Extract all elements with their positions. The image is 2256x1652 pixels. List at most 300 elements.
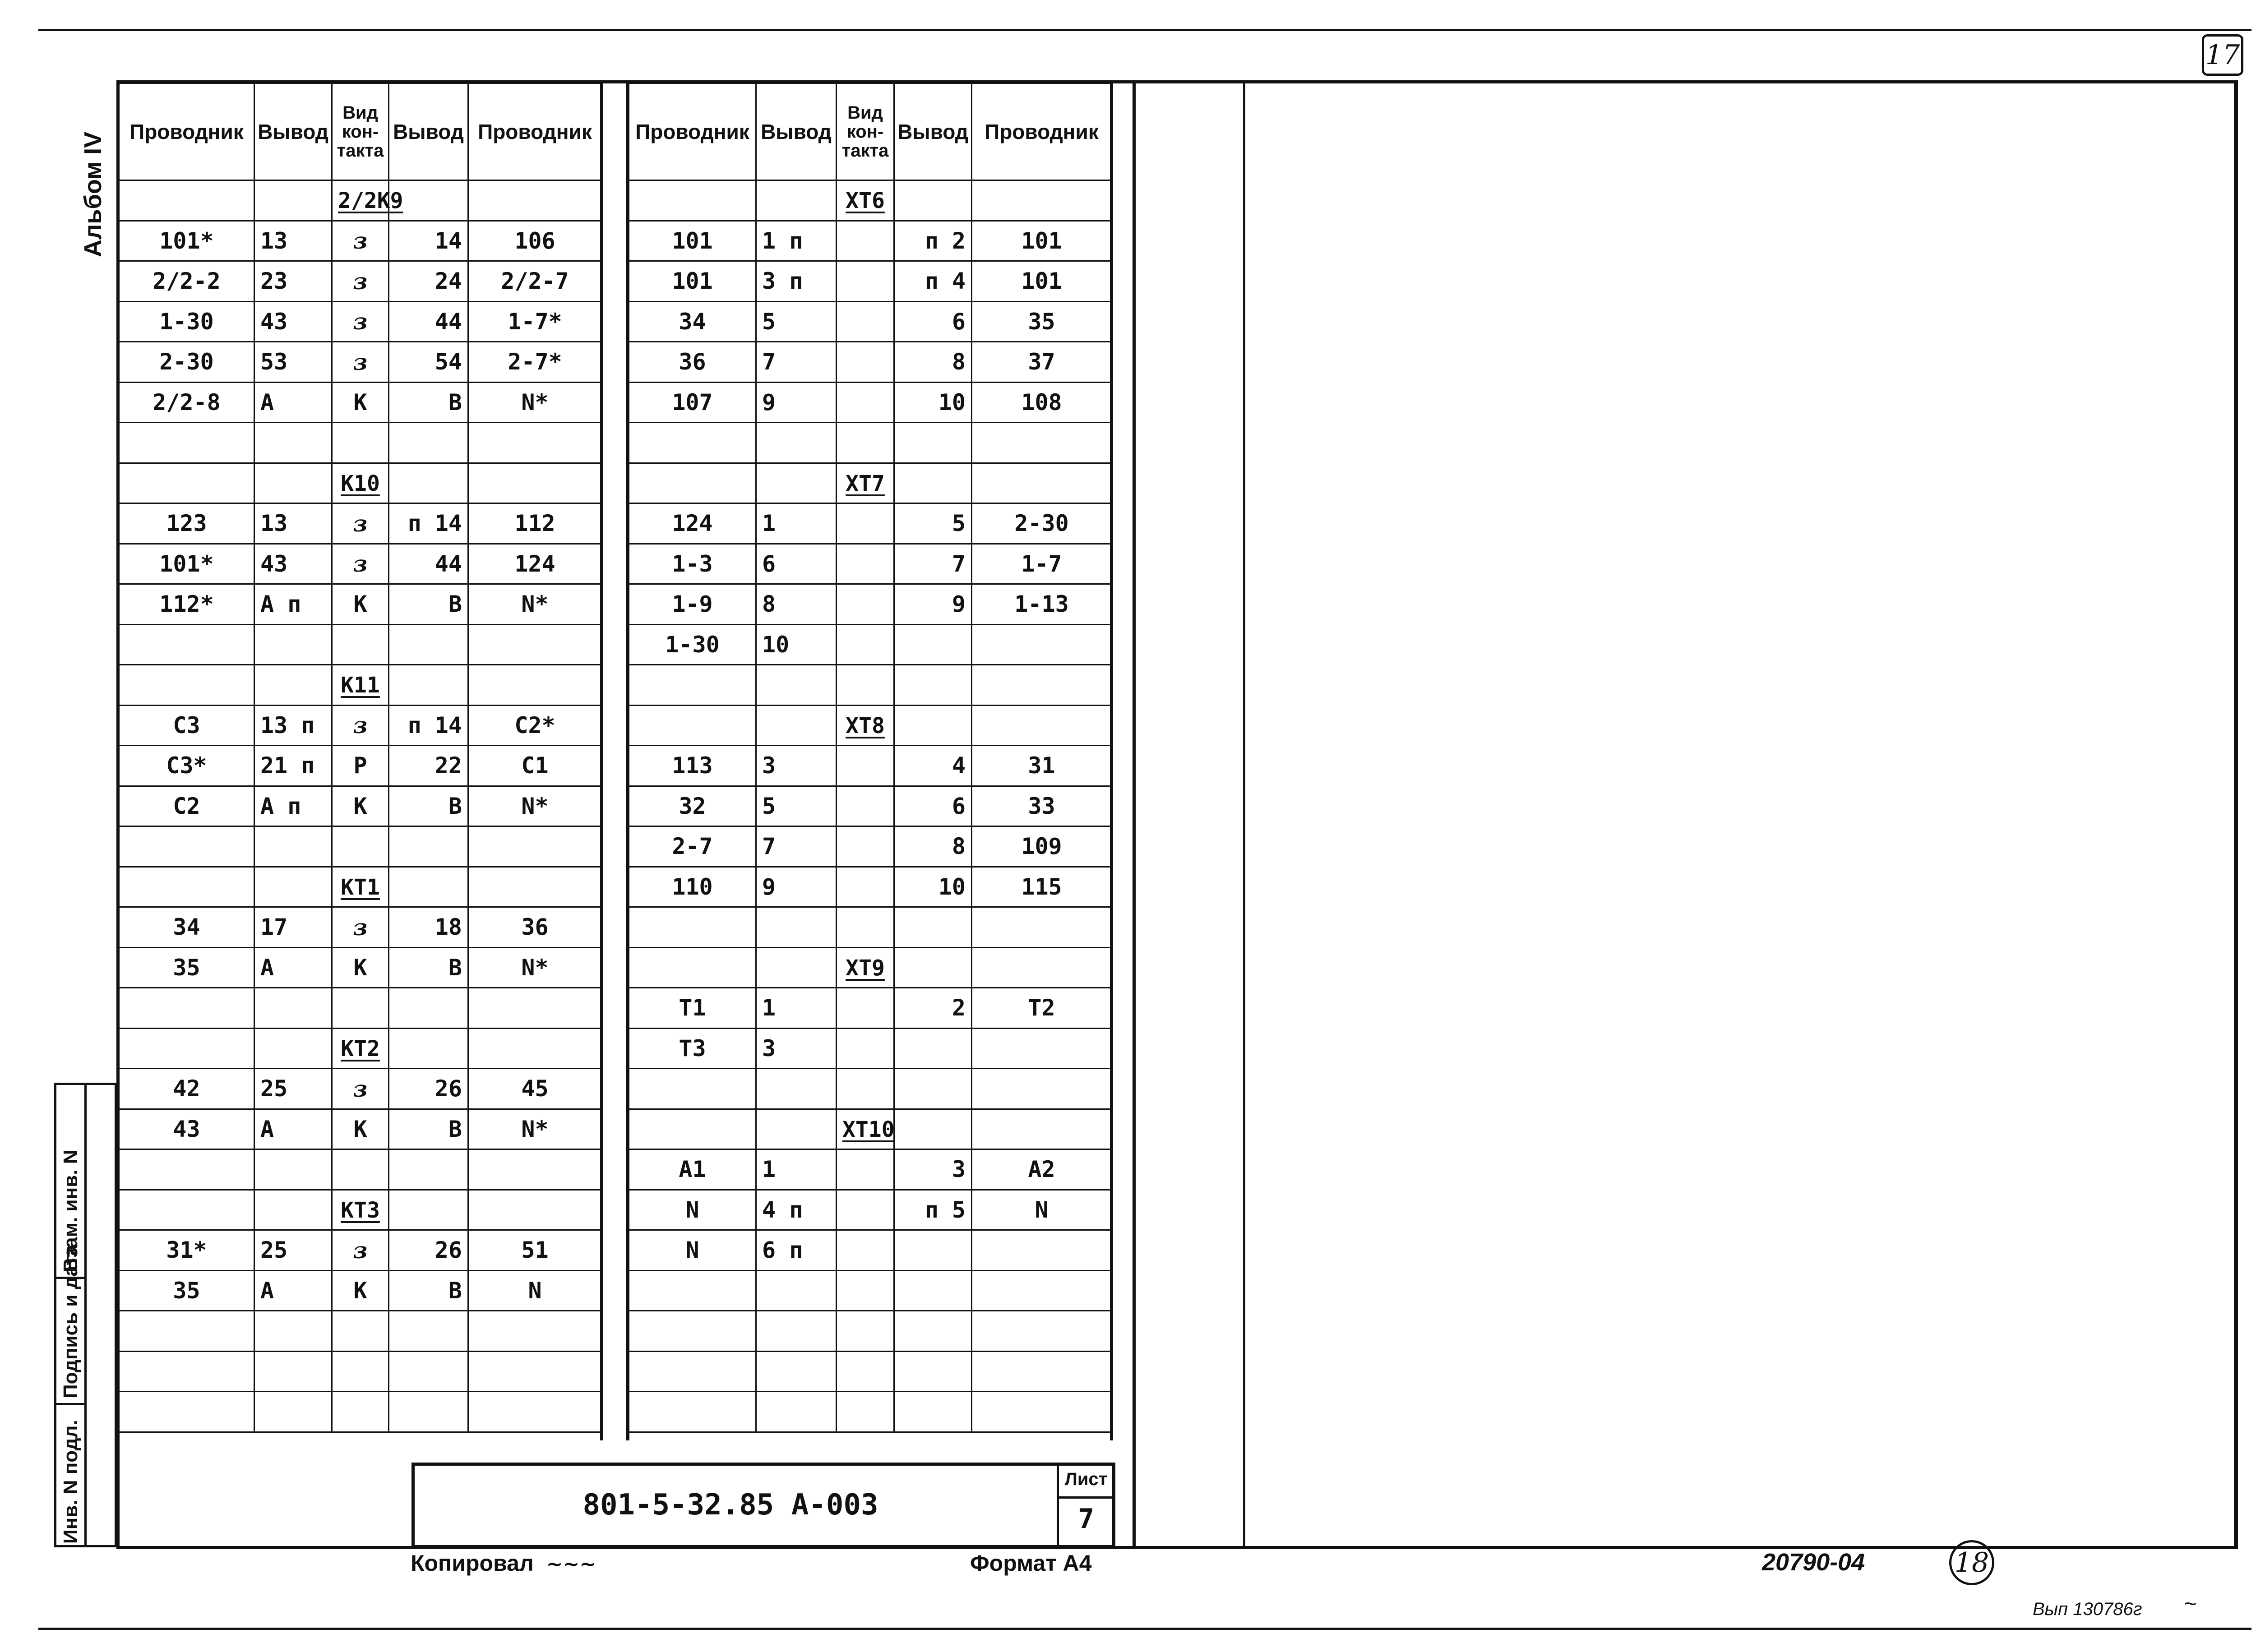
cell-text: 123	[166, 510, 207, 537]
side-stamp-divider	[54, 1403, 87, 1405]
terminal-cell	[894, 180, 972, 221]
cell-text: 2-30	[159, 349, 214, 375]
table-header-row	[629, 83, 1112, 180]
cell-text: N*	[521, 389, 549, 415]
table-row	[119, 261, 602, 302]
table-row	[629, 1109, 1112, 1149]
terminal-cell	[756, 867, 837, 907]
table-row	[119, 624, 602, 665]
wiring-table-left	[118, 83, 602, 1433]
contact-type-cell	[837, 786, 894, 826]
conductor-cell	[629, 1069, 756, 1109]
table-row	[119, 1351, 602, 1392]
terminal-cell	[894, 544, 972, 584]
cell-text: п 4	[925, 268, 966, 295]
terminal-cell	[756, 1109, 837, 1149]
conductor-cell	[629, 423, 756, 463]
terminal-cell	[756, 1351, 837, 1392]
conductor-cell	[629, 947, 756, 988]
cell-text: 5	[762, 308, 776, 335]
contact-type-cell	[332, 301, 389, 342]
terminal-cell	[254, 463, 332, 503]
conductor-cell	[119, 746, 254, 786]
conductor-cell	[119, 867, 254, 907]
table-row	[629, 423, 1112, 463]
terminal-cell	[894, 826, 972, 867]
cell-text: 107	[672, 389, 713, 415]
conductor-cell	[972, 301, 1112, 342]
cell-text: 1-30	[159, 308, 214, 335]
table-border	[626, 83, 629, 1440]
table-row	[629, 1230, 1112, 1271]
table-row	[629, 665, 1112, 706]
terminal-cell	[254, 786, 332, 826]
conductor-cell	[972, 1190, 1112, 1230]
cell-text: А п	[260, 591, 301, 618]
terminal-cell	[894, 867, 972, 907]
table-row	[119, 544, 602, 584]
header-contact-type: Вид кон- такта	[837, 83, 894, 180]
contact-type-cell	[332, 1311, 389, 1352]
terminal-cell	[389, 301, 468, 342]
cell-text: 1-7	[1021, 550, 1062, 577]
cell-text: 115	[1021, 873, 1062, 900]
terminal-cell	[894, 221, 972, 261]
conductor-cell	[972, 705, 1112, 746]
conductor-cell	[629, 1270, 756, 1311]
table-row	[629, 1028, 1112, 1069]
cell-text: 22	[435, 752, 462, 779]
cell-text: А	[260, 1277, 274, 1304]
terminal-cell	[756, 907, 837, 948]
table-header-row	[119, 83, 602, 180]
terminal-cell	[389, 1311, 468, 1352]
table-row	[119, 746, 602, 786]
device-label	[332, 180, 403, 221]
terminal-cell	[894, 503, 972, 544]
cell-text: А	[260, 389, 274, 415]
contact-type-cell	[837, 1028, 894, 1069]
conductor-cell	[119, 624, 254, 665]
conductor-cell	[468, 826, 602, 867]
contact-type-cell	[332, 1351, 389, 1392]
contact-type-cell	[332, 988, 389, 1029]
terminal-cell	[389, 503, 468, 544]
conductor-cell	[972, 907, 1112, 948]
terminal-cell	[756, 1311, 837, 1352]
cell-text: 3	[762, 1035, 776, 1061]
cell-text: з	[353, 268, 368, 295]
cell-text: В	[448, 389, 462, 415]
conductor-cell	[972, 544, 1112, 584]
cell-text: С2	[173, 793, 200, 819]
side-stamp-col	[84, 1083, 117, 1547]
conductor-cell	[119, 665, 254, 706]
conductor-cell	[972, 342, 1112, 383]
conductor-cell	[629, 1351, 756, 1392]
cell-text: К	[353, 954, 367, 981]
terminal-cell	[389, 624, 468, 665]
contact-type-cell	[332, 947, 389, 988]
conductor-cell	[119, 1392, 254, 1432]
conductor-cell	[119, 907, 254, 948]
cell-text: 43	[260, 550, 288, 577]
cell-text: 23	[260, 268, 288, 295]
conductor-cell	[972, 503, 1112, 544]
cell-text: 108	[1021, 389, 1062, 415]
cell-text: 109	[1021, 833, 1062, 860]
terminal-cell	[254, 382, 332, 423]
conductor-cell	[119, 786, 254, 826]
cell-text: 34	[679, 308, 706, 335]
cell-text: 9	[952, 591, 966, 618]
conductor-cell	[468, 867, 602, 907]
table-row	[119, 947, 602, 988]
conductor-cell	[119, 1109, 254, 1149]
table-row	[119, 1028, 602, 1069]
cell-text: К	[353, 591, 367, 618]
conductor-cell	[119, 180, 254, 221]
format-label: Формат А4	[970, 1550, 1092, 1576]
cell-text: N*	[521, 591, 549, 618]
cell-text: 2-30	[1014, 510, 1069, 537]
conductor-cell	[468, 463, 602, 503]
conductor-cell	[972, 1351, 1112, 1392]
terminal-cell	[756, 665, 837, 706]
conductor-cell	[468, 1109, 602, 1149]
table-row	[629, 1392, 1112, 1432]
terminal-cell	[254, 907, 332, 948]
cell-text: з	[353, 1075, 368, 1102]
cell-text: 18	[435, 914, 462, 941]
cell-text: ХТ7	[846, 471, 885, 496]
table-row	[119, 1230, 602, 1271]
table-row	[119, 342, 602, 383]
contact-type-cell	[837, 221, 894, 261]
terminal-cell	[894, 786, 972, 826]
terminal-cell	[254, 867, 332, 907]
conductor-cell	[629, 988, 756, 1029]
terminal-cell	[894, 988, 972, 1029]
conductor-cell	[972, 423, 1112, 463]
cell-text: КТ3	[341, 1197, 380, 1223]
conductor-cell	[629, 1190, 756, 1230]
cell-text: 45	[521, 1075, 549, 1102]
conductor-cell	[468, 261, 602, 302]
terminal-cell	[756, 624, 837, 665]
cell-text: В	[448, 954, 462, 981]
cell-text: 1	[762, 510, 776, 537]
device-label	[332, 1028, 389, 1069]
cell-text: 10	[762, 631, 790, 658]
cell-text: 4 п	[762, 1196, 803, 1223]
cell-text: 1-9	[672, 591, 713, 618]
conductor-cell	[119, 423, 254, 463]
terminal-cell	[894, 1069, 972, 1109]
cell-text: з	[353, 348, 368, 375]
terminal-cell	[389, 947, 468, 988]
cell-text: КТ1	[341, 874, 380, 900]
header-contact-type: Вид кон- такта	[332, 83, 389, 180]
contact-type-cell	[332, 261, 389, 302]
terminal-cell	[389, 1270, 468, 1311]
cell-text: п 2	[925, 227, 966, 254]
cell-text: 112*	[159, 591, 214, 618]
conductor-cell	[119, 1149, 254, 1190]
terminal-cell	[894, 584, 972, 625]
cell-text: Т3	[679, 1035, 706, 1061]
cell-text: 17	[260, 914, 288, 941]
cell-text: К	[353, 793, 367, 819]
terminal-cell	[389, 746, 468, 786]
cell-text: 44	[435, 308, 462, 335]
cell-text: N	[1035, 1196, 1049, 1223]
conductor-cell	[972, 746, 1112, 786]
conductor-cell	[972, 1392, 1112, 1432]
terminal-cell	[894, 1351, 972, 1392]
terminal-cell	[756, 261, 837, 302]
table-row	[119, 1069, 602, 1109]
cell-text: 3	[952, 1156, 966, 1183]
header-conductor: Проводник	[629, 83, 756, 180]
cell-text: 101	[1021, 268, 1062, 295]
conductor-cell	[119, 382, 254, 423]
cell-text: С3	[173, 712, 200, 738]
contact-type-cell	[332, 746, 389, 786]
terminal-cell	[894, 261, 972, 302]
terminal-cell	[756, 301, 837, 342]
cell-text: 113	[672, 752, 713, 779]
cell-text: 8	[952, 349, 966, 375]
conductor-cell	[468, 786, 602, 826]
terminal-cell	[756, 826, 837, 867]
table-row	[629, 301, 1112, 342]
cell-text: 9	[762, 873, 776, 900]
table-row	[119, 1270, 602, 1311]
terminal-cell	[389, 786, 468, 826]
table-row	[119, 463, 602, 503]
conductor-cell	[972, 382, 1112, 423]
terminal-cell	[254, 746, 332, 786]
terminal-cell	[389, 907, 468, 948]
table-row	[119, 867, 602, 907]
contact-type-cell	[837, 1351, 894, 1392]
sheet-number: 7	[1077, 1503, 1095, 1535]
conductor-cell	[468, 1190, 602, 1230]
cell-text: 1	[762, 1156, 776, 1183]
contact-type-cell	[332, 221, 389, 261]
conductor-cell	[972, 1311, 1112, 1352]
cell-text: 2	[952, 995, 966, 1021]
contact-type-cell	[837, 624, 894, 665]
frame-divider	[2236, 80, 2238, 1549]
table-row	[629, 746, 1112, 786]
terminal-cell	[254, 665, 332, 706]
album-label: Альбом IV	[79, 131, 106, 257]
conductor-cell	[119, 1351, 254, 1392]
cell-text: п 14	[407, 510, 462, 537]
table-row	[119, 1149, 602, 1190]
contact-type-cell	[837, 544, 894, 584]
terminal-cell	[756, 221, 837, 261]
cell-text: п 14	[407, 712, 462, 738]
table-row	[629, 1270, 1112, 1311]
terminal-cell	[254, 180, 332, 221]
cell-text: N	[528, 1277, 542, 1304]
side-stamp	[54, 1083, 122, 1547]
conductor-cell	[629, 221, 756, 261]
cell-text: 36	[521, 914, 549, 941]
cell-text: 1-7*	[508, 308, 562, 335]
terminal-cell	[254, 988, 332, 1029]
device-label	[837, 705, 894, 746]
terminal-cell	[389, 1149, 468, 1190]
contact-type-cell	[332, 826, 389, 867]
cell-text: 44	[435, 550, 462, 577]
contact-type-cell	[837, 1392, 894, 1432]
top-rule	[38, 29, 2251, 31]
cell-text: К	[353, 1277, 367, 1304]
table-row	[629, 988, 1112, 1029]
terminal-cell	[756, 180, 837, 221]
table-row	[119, 988, 602, 1029]
sheet-marker: 17	[2202, 34, 2243, 76]
cell-text: 101	[672, 227, 713, 254]
conductor-cell	[972, 1270, 1112, 1311]
contact-type-cell	[332, 907, 389, 948]
conductor-cell	[629, 907, 756, 948]
terminal-cell	[894, 1311, 972, 1352]
header-terminal: Вывод	[756, 83, 837, 180]
table-row	[119, 1311, 602, 1352]
table-row	[629, 1190, 1112, 1230]
contact-type-cell	[332, 1109, 389, 1149]
cell-text: 101	[672, 268, 713, 295]
contact-type-cell	[332, 1230, 389, 1271]
conductor-cell	[468, 947, 602, 988]
cell-text: 1 п	[762, 227, 803, 254]
conductor-cell	[119, 503, 254, 544]
table-row	[119, 301, 602, 342]
cell-text: К	[353, 1116, 367, 1142]
copied-by-label: Копировал ~~~	[411, 1550, 596, 1576]
cell-text: К	[353, 389, 367, 415]
terminal-cell	[894, 1028, 972, 1069]
terminal-cell	[894, 1392, 972, 1432]
cell-text: п 5	[925, 1196, 966, 1223]
terminal-cell	[254, 261, 332, 302]
conductor-cell	[629, 180, 756, 221]
conductor-cell	[629, 665, 756, 706]
conductor-cell	[119, 1230, 254, 1271]
contact-type-cell	[332, 786, 389, 826]
terminal-cell	[756, 1190, 837, 1230]
conductor-cell	[972, 867, 1112, 907]
conductor-cell	[972, 1230, 1112, 1271]
terminal-cell	[389, 867, 468, 907]
conductor-cell	[972, 988, 1112, 1029]
table-row	[119, 1109, 602, 1149]
next-sheet-marker: 18	[1949, 1540, 1994, 1585]
wiring-table-right	[628, 83, 1112, 1433]
contact-type-cell	[837, 907, 894, 948]
terminal-cell	[756, 423, 837, 463]
terminal-cell	[389, 988, 468, 1029]
contact-type-cell	[837, 1069, 894, 1109]
terminal-cell	[756, 544, 837, 584]
table-row	[119, 786, 602, 826]
cell-text: А	[260, 954, 274, 981]
contact-type-cell	[332, 503, 389, 544]
cell-text: 51	[521, 1237, 549, 1264]
conductor-cell	[119, 584, 254, 625]
table-row	[119, 423, 602, 463]
table-row	[629, 1311, 1112, 1352]
table-row	[629, 705, 1112, 746]
device-label	[332, 665, 389, 706]
terminal-cell	[254, 826, 332, 867]
cell-text: з	[353, 1237, 368, 1264]
terminal-cell	[389, 1190, 468, 1230]
cell-text: В	[448, 1116, 462, 1142]
conductor-cell	[468, 624, 602, 665]
table-row	[629, 382, 1112, 423]
terminal-cell	[389, 1351, 468, 1392]
terminal-cell	[389, 423, 468, 463]
cell-text: А п	[260, 793, 301, 819]
frame-divider	[1243, 80, 1245, 1549]
table-row	[119, 907, 602, 948]
terminal-cell	[894, 1149, 972, 1190]
cell-text: 36	[679, 349, 706, 375]
terminal-cell	[254, 503, 332, 544]
cell-text: 5	[762, 793, 776, 819]
contact-type-cell	[332, 624, 389, 665]
conductor-cell	[629, 342, 756, 383]
cell-text: В	[448, 591, 462, 618]
terminal-cell	[254, 301, 332, 342]
cell-text: 112	[514, 510, 555, 537]
cell-text: В	[448, 1277, 462, 1304]
conductor-cell	[468, 301, 602, 342]
conductor-cell	[972, 1109, 1112, 1149]
conductor-cell	[119, 705, 254, 746]
cell-text: 25	[260, 1075, 288, 1102]
cell-text: А1	[679, 1156, 706, 1183]
header-terminal: Вывод	[389, 83, 468, 180]
side-label-signature: Подпись и дата	[60, 1245, 82, 1398]
conductor-cell	[629, 867, 756, 907]
table-row	[629, 947, 1112, 988]
terminal-cell	[254, 1109, 332, 1149]
contact-type-cell	[837, 826, 894, 867]
terminal-cell	[389, 826, 468, 867]
conductor-cell	[468, 423, 602, 463]
conductor-cell	[468, 584, 602, 625]
table-row	[629, 624, 1112, 665]
table-row	[119, 180, 602, 221]
cell-text: з	[353, 712, 368, 739]
terminal-cell	[894, 1109, 972, 1149]
contact-type-cell	[837, 503, 894, 544]
conductor-cell	[468, 705, 602, 746]
terminal-cell	[756, 584, 837, 625]
cell-text: 21 п	[260, 752, 315, 779]
terminal-cell	[389, 261, 468, 302]
cell-text: 3 п	[762, 268, 803, 295]
cell-text: 2-7	[672, 833, 713, 860]
conductor-cell	[972, 665, 1112, 706]
